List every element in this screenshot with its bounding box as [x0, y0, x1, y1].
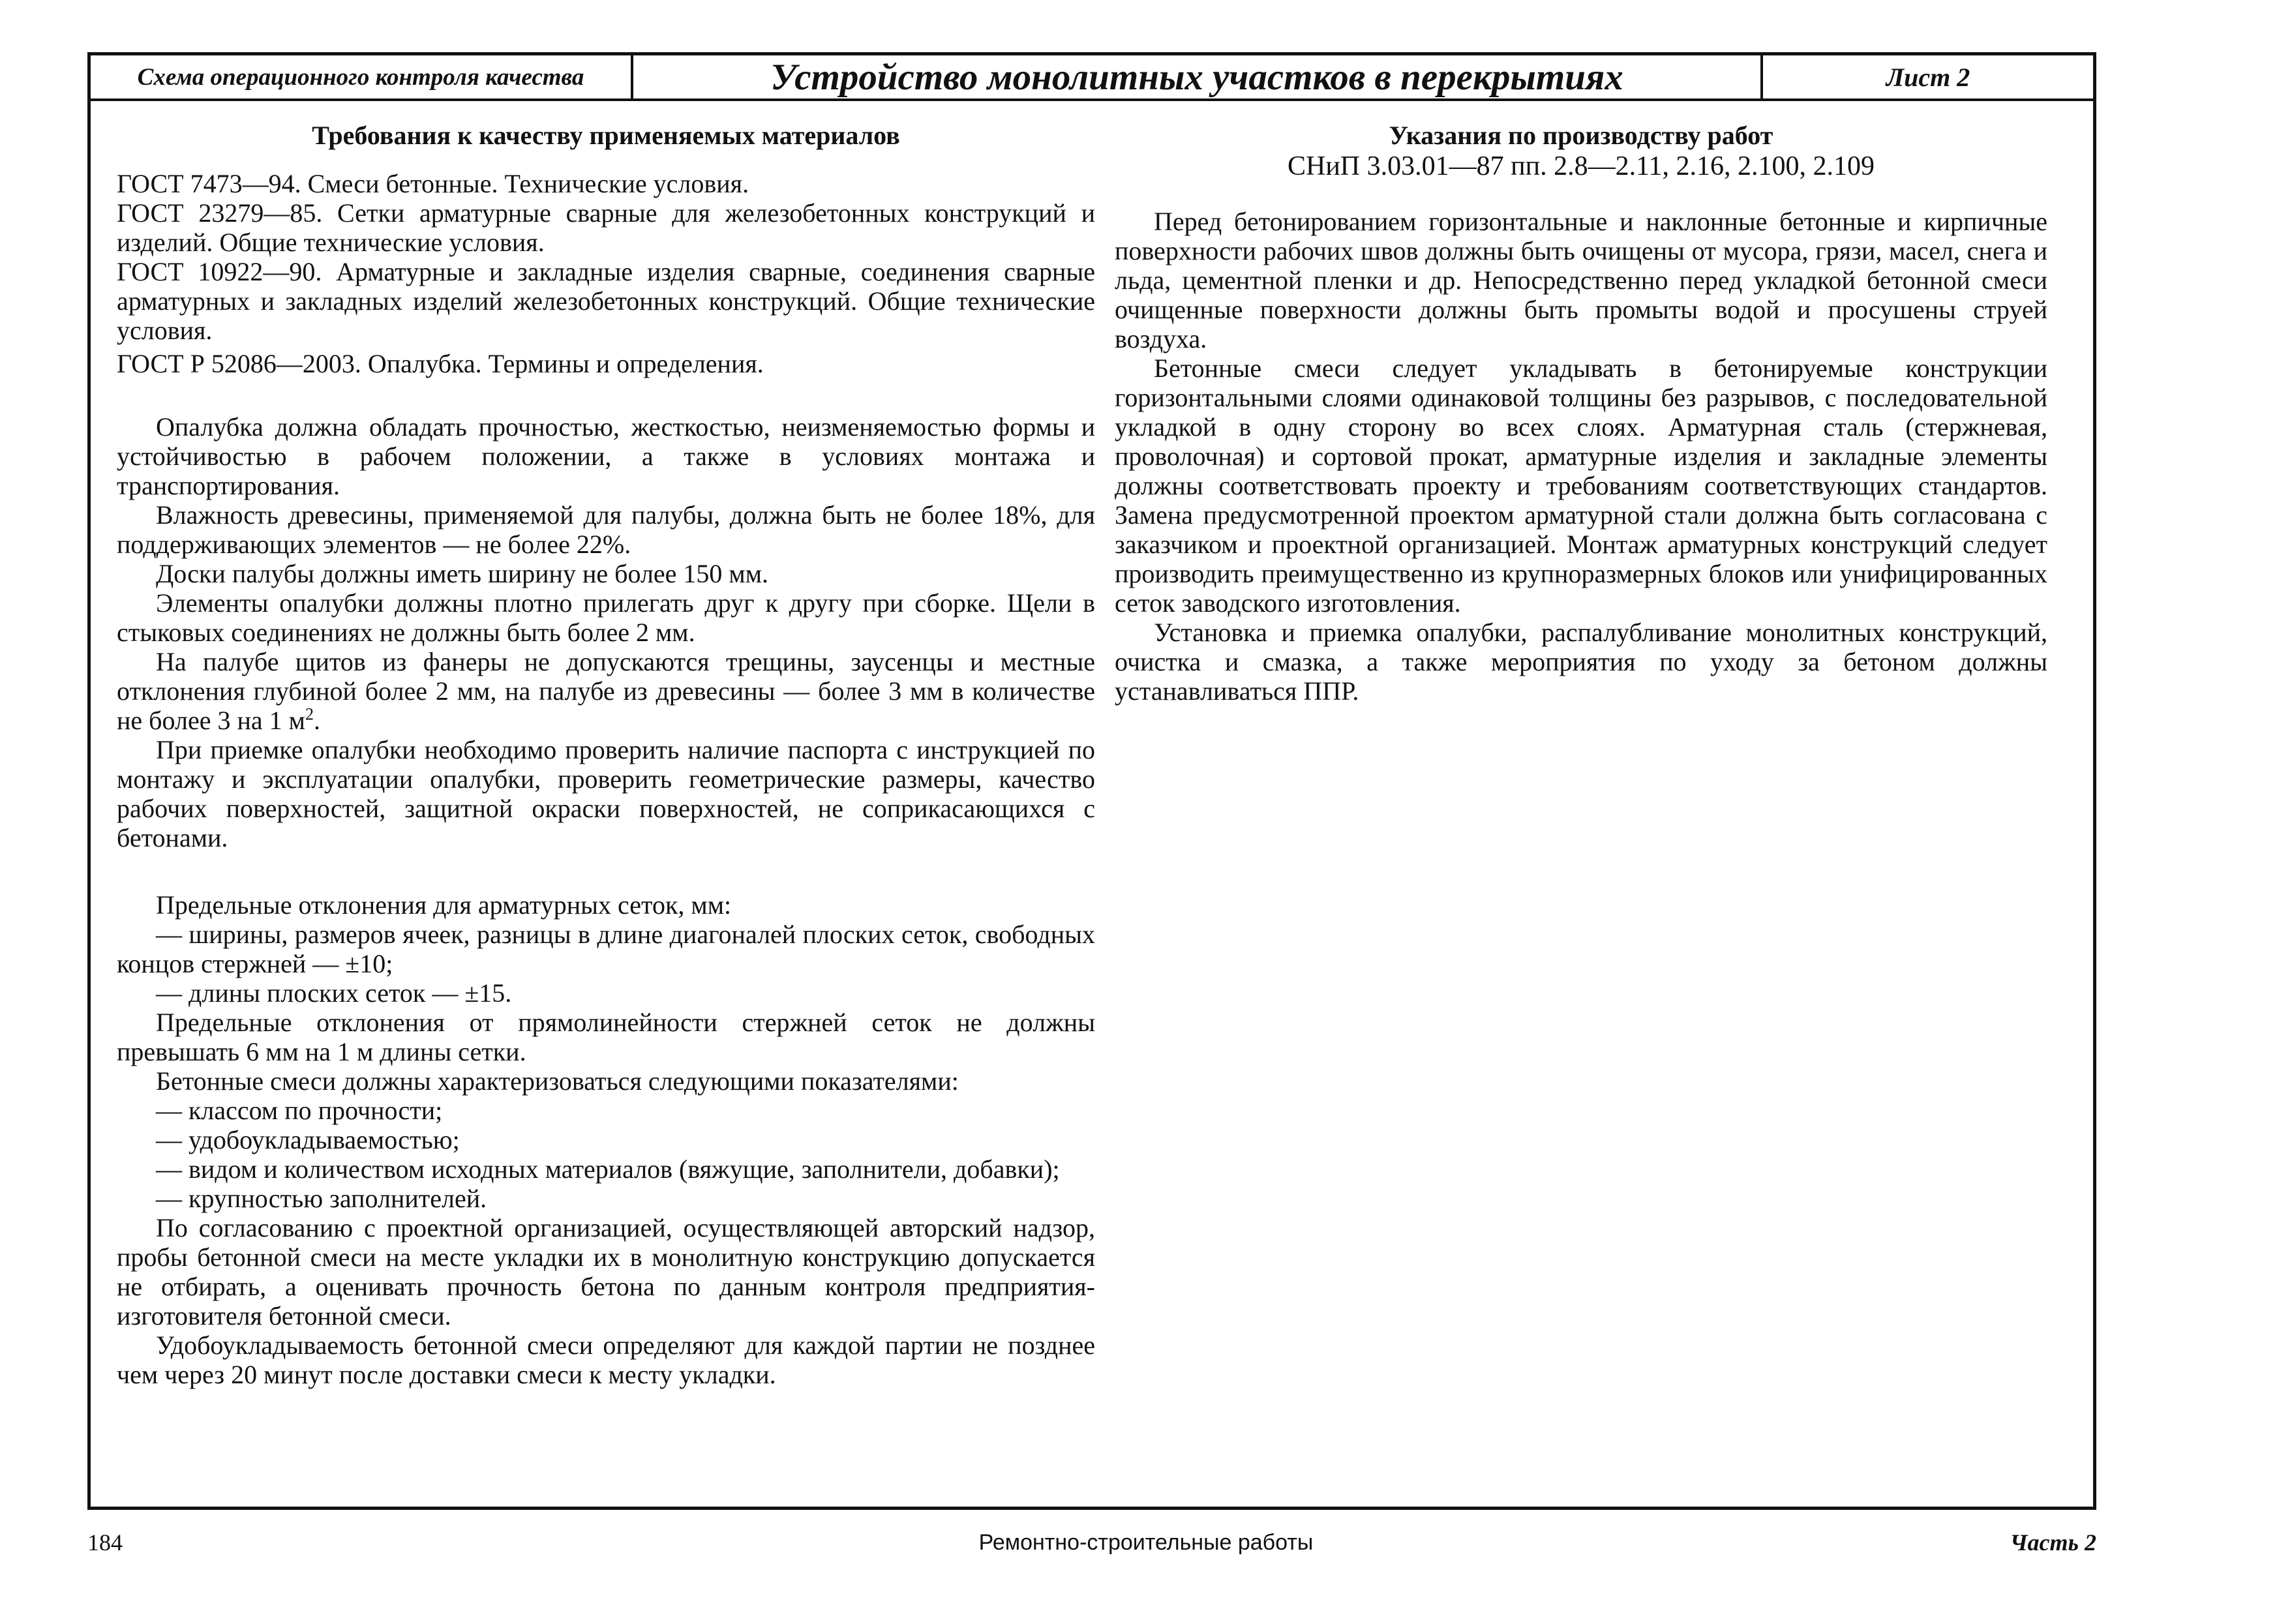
mesh-item: — длины плоских сеток — ±15. — [156, 978, 512, 1008]
sheet-label: Лист 2 — [1886, 62, 1970, 92]
part-label: Часть 2 — [2010, 1529, 2096, 1556]
gost-item: ГОСТ 23279—85. Сетки арматурные сварные для железобетонных конструкций и изделий. Общие технические условия. — [117, 198, 1095, 257]
works-paragraph: Установка и приемка опалубки, распалубливание монолитных конструкций, очистка и смазка, а также мероприятия по уходу за бетоном должны устанавливаться ППР. — [1115, 618, 2047, 706]
plywood-paragraph — [117, 647, 1095, 735]
page-number: 184 — [87, 1529, 123, 1556]
works-paragraph: Перед бетонированием горизонтальные и наклонные бетонные и кирпичные поверхности рабочих швов должны быть очищены от мусора, грязи, масел, снега и льда, цементной пленки и др. Непосредственно перед укладкой бетонной смеси очищенные поверхности должны быть промыты водой и просушены струей воздуха. — [1115, 207, 2047, 353]
header-row — [91, 55, 2093, 101]
plywood-text: На палубе щитов из фанеры не допускаются трещины, заусенцы и местные отклонения глубиной более 2 мм, на палубе из древесины — более 3 мм в количестве не более 3 на 1 м — [117, 647, 1095, 735]
mesh-intro: Предельные отклонения для арматурных сеток, мм: — [156, 890, 732, 920]
formwork-paragraph: Доски палубы должны иметь ширину не более 150 мм. — [156, 559, 769, 588]
formwork-paragraph: Опалубка должна обладать прочностью, жесткостью, неизменяемостью формы и устойчивостью в рабочем положении, а также в условиях монтажа и транспортирования. — [117, 412, 1095, 500]
formwork-paragraph: При приемке опалубки необходимо проверить наличие паспорта с инструкцией по монтажу и эксплуатации опалубки, проверить геометрические размеры, качество рабочих поверхностей, защитной окраски поверхностей, не соприкасающихся с бетонами. — [117, 735, 1095, 852]
works-title: Указания по производству работ — [1389, 121, 1773, 150]
mesh-straightness: Предельные отклонения от прямолинейности стержней сеток не должны превышать 6 мм на 1 м длины сетки. — [117, 1008, 1095, 1066]
concrete-item: — видом и количеством исходных материалов (вяжущие, заполнители, добавки); — [156, 1154, 1060, 1184]
page-frame — [87, 52, 2096, 1510]
gost-item: ГОСТ 7473—94. Смеси бетонные. Технические условия. — [117, 169, 749, 198]
gost-item: ГОСТ 10922—90. Арматурные и закладные изделия сварные, соединения сварные арматурных и закладных изделий железобетонных конструкций. Общие технические условия. — [117, 257, 1095, 345]
concrete-item: — крупностью заполнителей. — [156, 1184, 487, 1213]
mesh-item: — ширины, размеров ячеек, разницы в длине диагоналей плоских сеток, свободных концов стержней — ±10; — [117, 920, 1095, 978]
works-paragraph: Бетонные смеси следует укладывать в бетонируемые конструкции горизонтальными слоями одинаковой толщины без разрывов, с последовательной укладкой в одну сторону во всех слоях. Арматурная сталь (стержневая, проволочная) и сортовой прокат, арматурные изделия и закладные элементы должны соответствовать проекту и требованиям соответствующих стандартов. Замена предусмотренной проектом арматурной стали должна быть согласована с заказчиком и проектной организацией. Монтаж арматурных конструкций следует производить преимущественно из крупноразмерных блоков или унифицированных сеток заводского изготовления. — [1115, 353, 2047, 618]
square-superscript: 2 — [305, 704, 314, 724]
formwork-paragraph: Влажность древесины, применяемой для палубы, должна быть не более 18%, для поддерживающих элементов — не более 22%. — [117, 500, 1095, 559]
scheme-label: Схема операционного контроля качества — [91, 55, 633, 98]
gost-item: ГОСТ Р 52086—2003. Опалубка. Термины и определения. — [117, 349, 764, 378]
materials-title: Требования к качеству применяемых материалов — [312, 121, 900, 150]
concrete-item: — классом по прочности; — [156, 1096, 443, 1125]
page-title: Устройство монолитных участков в перекрытиях — [633, 55, 1763, 98]
formwork-paragraph: Элементы опалубки должны плотно прилегать друг к другу при сборке. Щели в стыковых соединениях не должны быть более 2 мм. — [117, 588, 1095, 647]
footer-title: Ремонтно-строительные работы — [978, 1530, 1314, 1555]
sampling-paragraph: По согласованию с проектной организацией, осуществляющей авторский надзор, пробы бетонной смеси на месте укладки их в монолитную конструкцию допускается не отбирать, а оценивать прочность бетона по данным контроля предприятия-изготовителя бетонной смеси. — [117, 1213, 1095, 1331]
workability-paragraph: Удобоукладываемость бетонной смеси определяют для каждой партии не позднее чем через 20 минут после доставки смеси к месту укладки. — [117, 1331, 1095, 1389]
left-column — [117, 121, 1095, 1389]
right-column — [1115, 121, 2047, 706]
concrete-item: — удобоукладываемостью; — [156, 1125, 460, 1154]
snip-reference: СНиП 3.03.01—87 пп. 2.8—2.11, 2.16, 2.100, 2.109 — [1287, 151, 1875, 181]
concrete-intro: Бетонные смеси должны характеризоваться следующими показателями: — [156, 1066, 959, 1096]
plywood-end: . — [313, 706, 320, 735]
gost-list — [117, 169, 1095, 378]
